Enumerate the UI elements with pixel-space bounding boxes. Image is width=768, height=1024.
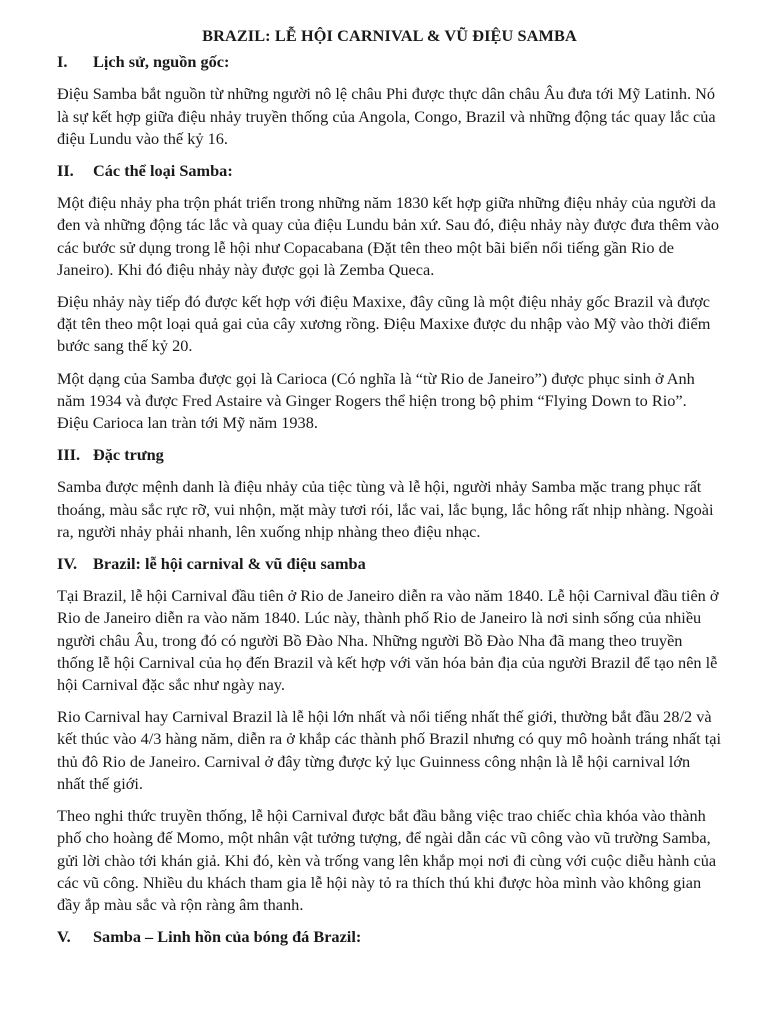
section-4-paragraph-3: Theo nghi thức truyền thống, lễ hội Carnival được bắt đầu bằng việc trao chiếc chìa khóa vào thành phố cho hoàng đế Momo, một nhân vật tưởng tượng, để ngài dẫn các vũ công vào vũ trường Samba, gửi lời chào tới khán giả. Khi đó, kèn và trống vang lên khắp mọi nơi đi cùng với cuộc diễu hành của các vũ công. Nhiều du khách tham gia lễ hội này tỏ ra thích thú khi được hòa mình vào không gian đầy ắp màu sắc và rộn ràng âm thanh. — [57, 806, 717, 914]
section-4-paragraph-1: Tại Brazil, lễ hội Carnival đầu tiên ở Rio de Janeiro diễn ra vào năm 1840. Lễ hội Carnival đầu tiên ở Rio de Janeiro diễn ra vào năm 1840. Lúc này, thành phố Rio de Janeiro là nơi sinh sống của nhiều người châu Âu, trong đó có người Bồ Đào Nha. Những người Bồ Đào Nha đã mang theo truyền thống lễ hội Carnival của họ đến Brazil và kết hợp với văn hóa bản địa của người Brazil để tạo nên lễ hội Carnival đặc sắc như ngày nay. — [57, 586, 719, 695]
section-3-heading — [57, 444, 722, 466]
section-1-paragraph-1: Điệu Samba bắt nguồn từ những người nô lệ châu Phi được thực dân châu Âu đưa tới Mỹ Latinh. Nó là sự kết hợp giữa điệu nhảy truyền thống của Angola, Congo, Brazil và những động tác quay lắc của điệu Lundu vào thế kỷ 16. — [57, 84, 716, 148]
document-title: BRAZIL: LỄ HỘI CARNIVAL & VŨ ĐIỆU SAMBA — [202, 26, 577, 45]
section-2-number: II. — [57, 161, 74, 181]
section-3-number: III. — [57, 445, 81, 465]
section-1-heading — [57, 51, 722, 73]
section-2-paragraph-1: Một điệu nhảy pha trộn phát triển trong những năm 1830 kết hợp giữa những điệu nhảy của người da đen và những động tác lắc và quay của điệu Lundu bản xứ. Sau đó, điệu nhảy này được đưa thêm vào các bước sử dụng trong lễ hội như Copacabana (Đặt tên theo một bãi biển nổi tiếng gần Rio de Janeiro). Khi đó điệu nhảy này được gọi là Zemba Queca. — [57, 193, 719, 279]
section-2-title: Các thể loại Samba: — [93, 161, 233, 181]
section-4-title: Brazil: lễ hội carnival & vũ điệu samba — [93, 554, 366, 574]
section-3-paragraph-1: Samba được mệnh danh là điệu nhảy của tiệc tùng và lễ hội, người nhảy Samba mặc trang phục rất thoáng, màu sắc rực rỡ, vui nhộn, mặt mày tươi rói, lắc vai, lắc bụng, lắc hông rất nhịp nhàng. Ngoài ra, người nhảy phải nhanh, lên xuống nhịp nhàng theo điệu nhạc. — [57, 477, 714, 541]
section-5-number: V. — [57, 927, 71, 947]
section-2-paragraph-2: Điệu nhảy này tiếp đó được kết hợp với điệu Maxixe, đây cũng là một điệu nhảy gốc Brazil và được đặt tên theo một loại quả gai của cây xương rồng. Điệu Maxixe được du nhập vào Mỹ vào thời điểm bước sang thế kỷ 20. — [57, 292, 711, 356]
section-2-paragraph-3: Một dạng của Samba được gọi là Carioca (Có nghĩa là “từ Rio de Janeiro”) được phục sinh ở Anh năm 1934 và được Fred Astaire và Ginger Rogers thể hiện trong bộ phim “Flying Down to Rio”. Điệu Carioca lan tràn tới Mỹ năm 1938. — [57, 368, 695, 433]
section-1-number: I. — [57, 52, 68, 72]
section-2-heading — [57, 160, 722, 182]
section-3-title: Đặc trưng — [93, 445, 164, 465]
section-4-heading — [57, 553, 722, 575]
section-4-paragraph-2: Rio Carnival hay Carnival Brazil là lễ hội lớn nhất và nổi tiếng nhất thế giới, thường bắt đầu 28/2 và kết thúc vào 4/3 hàng năm, diễn ra ở khắp các thành phố Brazil nhưng có quy mô hoành tráng nhất tại thủ đô Rio de Janeiro. Carnival ở đây từng được kỷ lục Guinness công nhận là lễ hội carnival lớn nhất thế giới. — [57, 707, 721, 793]
section-1-title: Lịch sử, nguồn gốc: — [93, 52, 230, 72]
section-5-heading — [57, 926, 722, 948]
section-4-number: IV. — [57, 554, 78, 574]
section-5-title: Samba – Linh hồn của bóng đá Brazil: — [93, 927, 362, 947]
